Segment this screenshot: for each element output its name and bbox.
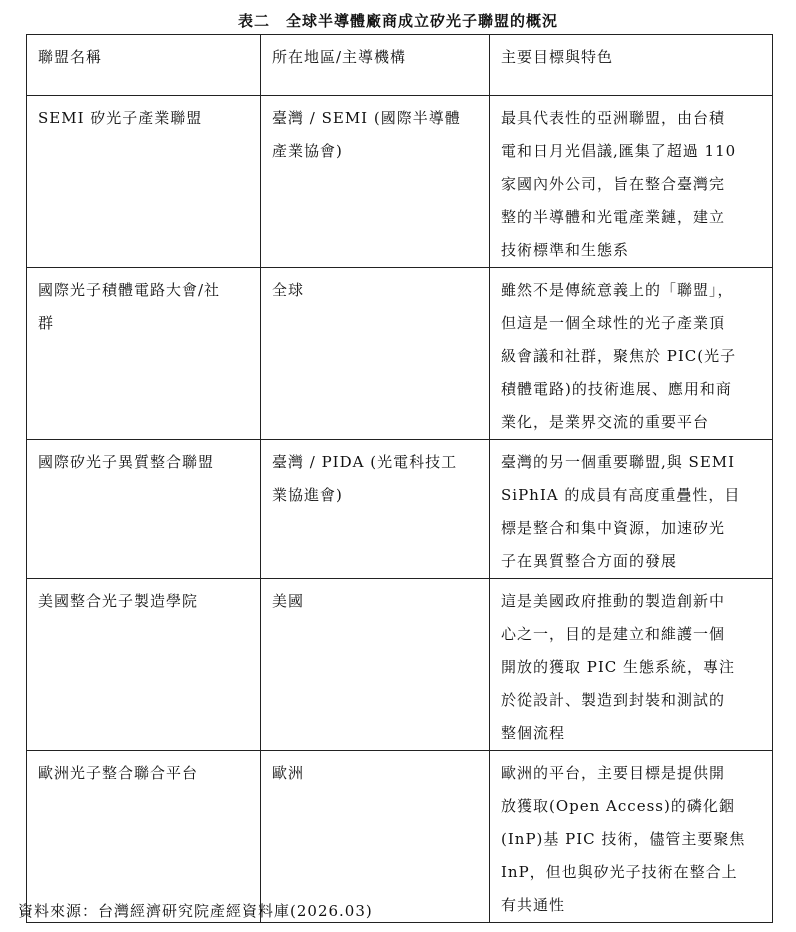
cell-line: InP，但也與矽光子技術在整合上 [501, 863, 738, 881]
cell-line: 產業協會) [272, 142, 343, 160]
cell-line: SiPhIA 的成員有高度重疊性，目 [501, 486, 741, 504]
cell-line: 國際矽光子異質整合聯盟 [38, 453, 215, 471]
table-row [27, 96, 773, 268]
source-note: 資料來源：台灣經濟研究院產經資料庫(2026.03) [18, 902, 373, 920]
cell-line: 整個流程 [501, 724, 566, 742]
cell-line: 全球 [272, 281, 305, 299]
table-row [27, 440, 773, 579]
cell-name [27, 440, 261, 579]
cell-line: 臺灣的另一個重要聯盟,與 SEMI [501, 453, 736, 471]
cell-line: 臺灣 / PIDA (光電科技工 [272, 453, 458, 471]
cell-goal [490, 96, 773, 268]
cell-goal [490, 579, 773, 751]
cell-line: 開放的獲取 PIC 生態系統，專注 [501, 658, 736, 676]
table-title: 表二 全球半導體廠商成立矽光子聯盟的概況 [237, 12, 558, 30]
table-row [27, 268, 773, 440]
cell-line: (InP)基 PIC 技術，儘管主要聚焦 [501, 830, 746, 848]
table-row [27, 579, 773, 751]
cell-line: 子在異質整合方面的發展 [501, 552, 678, 570]
cell-goal [490, 440, 773, 579]
cell-line: 技術標準和生態系 [501, 241, 630, 259]
cell-name [27, 579, 261, 751]
cell-line: 這是美國政府推動的製造創新中 [501, 592, 726, 610]
header-name: 聯盟名稱 [27, 35, 261, 96]
cell-line: 歐洲 [272, 764, 305, 782]
cell-line: 於從設計、製造到封裝和測試的 [501, 691, 726, 709]
cell-region [261, 579, 490, 751]
cell-line: 積體電路)的技術進展、應用和商 [501, 380, 732, 398]
cell-line: 業化，是業界交流的重要平台 [501, 413, 710, 431]
cell-name [27, 96, 261, 268]
cell-line: 美國整合光子製造學院 [38, 592, 199, 610]
cell-line: 歐洲的平台，主要目標是提供開 [501, 764, 726, 782]
cell-line: 電和日月光倡議,匯集了超過 110 [501, 142, 737, 160]
cell-line: 美國 [272, 592, 305, 610]
table-row [27, 751, 773, 923]
cell-line: 群 [38, 314, 55, 332]
cell-line: 級會議和社群，聚焦於 PIC(光子 [501, 347, 737, 365]
cell-region [261, 751, 490, 923]
cell-line: 心之一，目的是建立和維護一個 [501, 625, 726, 643]
cell-line: 整的半導體和光電產業鏈，建立 [501, 208, 726, 226]
cell-line: 業協進會) [272, 486, 343, 504]
cell-region [261, 96, 490, 268]
cell-goal [490, 268, 773, 440]
cell-region [261, 268, 490, 440]
cell-line: 歐洲光子整合聯合平台 [38, 764, 199, 782]
header-goal: 主要目標與特色 [490, 35, 773, 96]
cell-line: 家國內外公司，旨在整合臺灣完 [501, 175, 726, 193]
header-region: 所在地區/主導機構 [261, 35, 490, 96]
alliance-table [26, 34, 773, 923]
cell-line: 但這是一個全球性的光子產業頂 [501, 314, 726, 332]
cell-name [27, 268, 261, 440]
table-header-row [27, 35, 773, 96]
cell-line: 雖然不是傳統意義上的「聯盟」， [501, 281, 734, 299]
cell-line: 國際光子積體電路大會/社 [38, 281, 221, 299]
cell-line: 有共通性 [501, 896, 566, 914]
cell-line: 放獲取(Open Access)的磷化銦 [501, 797, 735, 815]
cell-line: 臺灣 / SEMI (國際半導體 [272, 109, 461, 127]
cell-line: 標是整合和集中資源，加速矽光 [501, 519, 726, 537]
cell-line: 最具代表性的亞洲聯盟，由台積 [501, 109, 726, 127]
cell-line: SEMI 矽光子產業聯盟 [38, 109, 203, 127]
cell-region [261, 440, 490, 579]
cell-name [27, 751, 261, 923]
cell-goal [490, 751, 773, 923]
